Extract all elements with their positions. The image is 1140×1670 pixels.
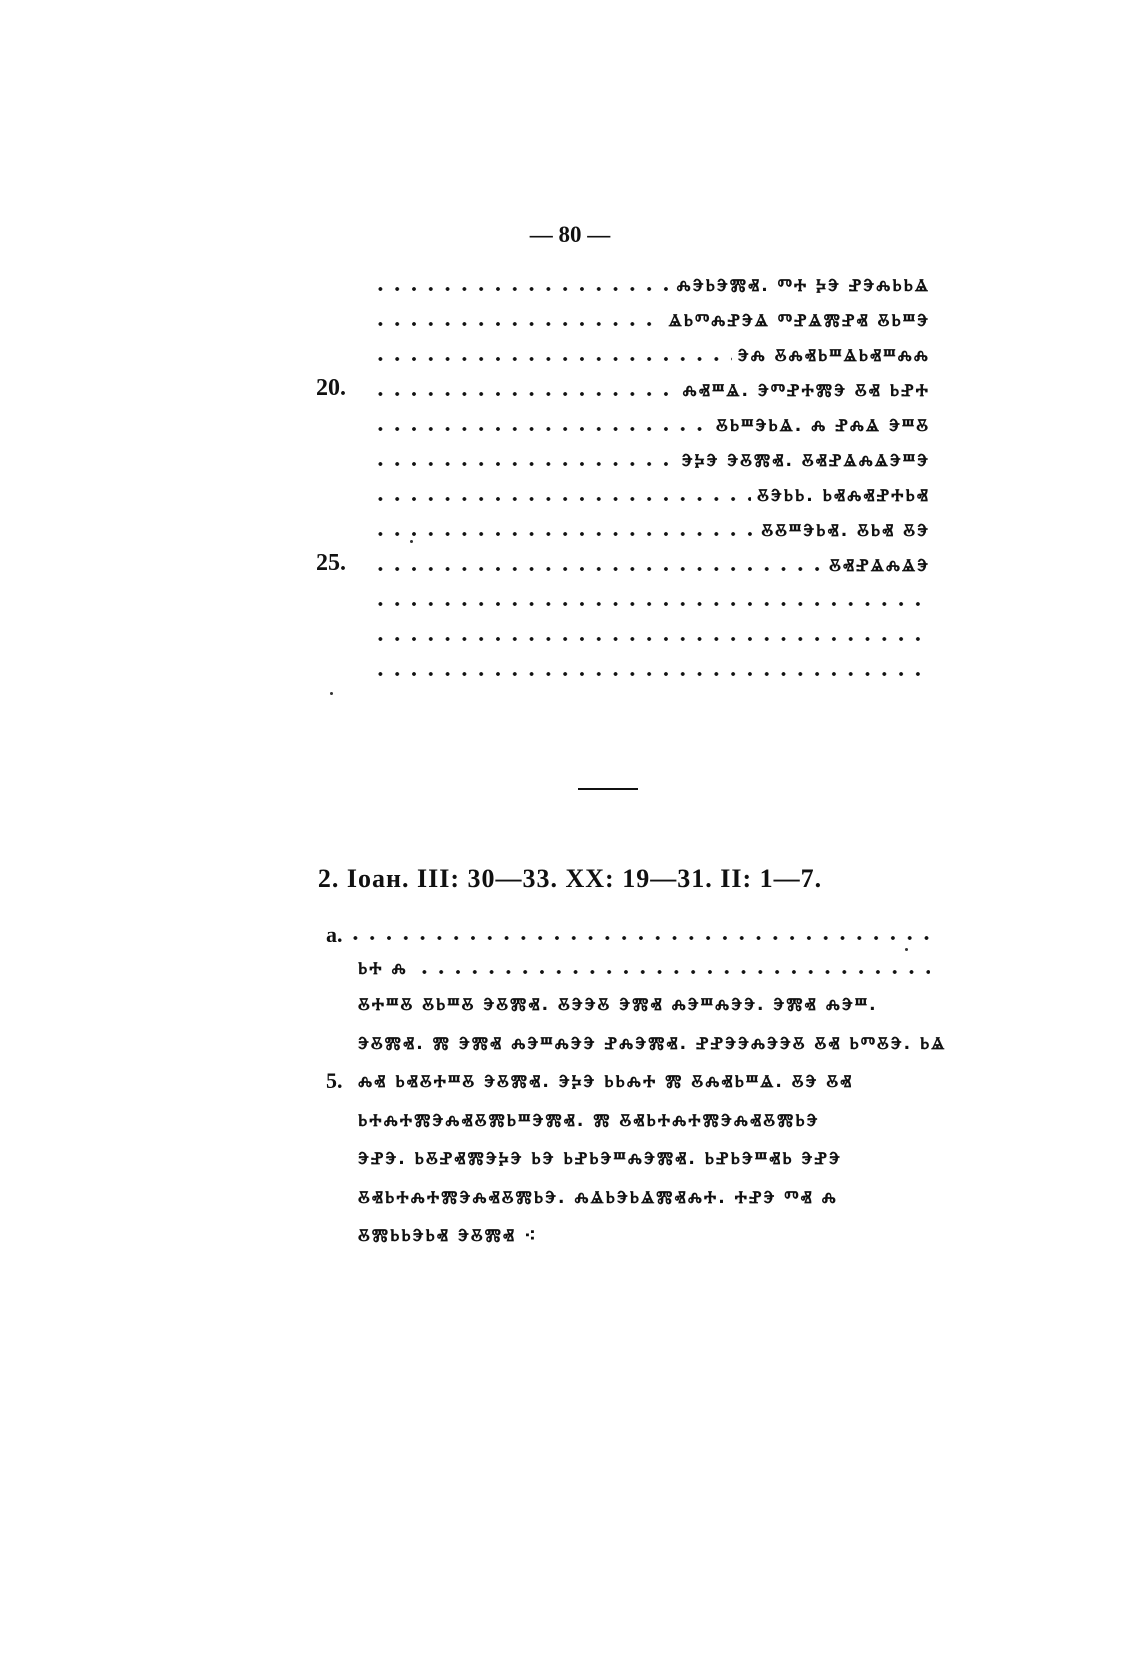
page-number: — 80 — (529, 222, 611, 247)
speck (410, 540, 413, 543)
paragraph-a-line (326, 920, 930, 950)
dot-leader (372, 427, 710, 431)
text-line: ⰅⰐⰅ. ⰓⰋⰐⰟⰏⰅⰍⰅ ⰓⰅ ⰓⰐⰓⰅⰞⰎⰅⰏⰟ. ⰓⰐⰓⰅⰞⰟⰓ ⰅⰐⰅ (358, 1149, 842, 1169)
dotted-line (372, 447, 930, 475)
text-line: ⰋⰏⰓⰓⰅⰓⰟ ⰅⰋⰏⰟ ⁖ (358, 1226, 538, 1246)
glagolitic-text: ⰋⰟⰐⰡⰎⰡⰅ (829, 556, 930, 576)
dot-leader (372, 672, 930, 676)
text-line: ⰋⰀⰞⰋ ⰋⰓⰞⰋ ⰅⰋⰏⰟ. ⰋⰅⰅⰋ ⰅⰏⰟ ⰎⰅⰞⰎⰅⰅ. ⰅⰏⰟ ⰎⰅⰞ. (358, 995, 878, 1015)
text-line: ⰎⰟ ⰓⰟⰋⰀⰞⰋ ⰅⰋⰏⰟ. ⰅⰍⰅ ⰓⰓⰎⰀ Ⰿ ⰋⰎⰟⰓⰞⰡ. ⰋⰅ ⰋⰟ (358, 1072, 854, 1092)
paragraph-a-second-line (358, 954, 930, 984)
dot-leader (372, 497, 751, 501)
dot-leader (372, 532, 755, 536)
dotted-line (372, 342, 930, 370)
dotted-line (372, 377, 930, 405)
text-line: ⰋⰟⰓⰀⰎⰀⰏⰅⰎⰟⰋⰏⰓⰅ. ⰎⰡⰓⰅⰓⰡⰏⰟⰎⰀ. ⰀⰐⰅ ⰕⰟ Ⰾ (358, 1187, 838, 1208)
dotted-line (372, 552, 930, 580)
dot-leader (372, 392, 677, 396)
dotted-line (372, 587, 930, 615)
line-number: 5. (326, 1068, 343, 1093)
dot-leader (416, 970, 930, 974)
dotted-line (372, 622, 930, 650)
dot-leader (372, 462, 676, 466)
glagolitic-text: ⰎⰟⰞⰡ. ⰅⰕⰐⰀⰏⰅ ⰋⰟ ⰓⰐⰀ (682, 381, 930, 401)
dot-leader (372, 567, 823, 571)
line-number: 25. (316, 550, 346, 576)
dot-leader (372, 602, 930, 606)
glagolitic-text: ⰎⰅⰓⰅⰏⰟ. ⰕⰀ ⰍⰅ ⰐⰅⰎⰓⰓⰡ (676, 276, 930, 296)
glagolitic-text: ⰡⰓⰕⰎⰐⰅⰡ ⰕⰐⰡⰏⰐⰟ ⰋⰓⰞⰅ (668, 311, 930, 331)
speck (330, 692, 333, 695)
dotted-line (372, 482, 930, 510)
dot-leader (347, 936, 931, 940)
glagolitic-text: ⰋⰓⰞⰅⰓⰡ. Ⰾ ⰐⰎⰡ ⰅⰞⰋ (716, 416, 930, 436)
dot-leader (372, 322, 663, 326)
dotted-line (372, 272, 930, 300)
section-heading: 2. Іоан. III: 30—33. XX: 19—31. II: 1—7. (317, 864, 823, 893)
paragraph-a-label: а. (326, 922, 343, 947)
dotted-line (372, 307, 930, 335)
glagolitic-text: ⰓⰀ Ⰾ (358, 959, 408, 979)
dot-leader (372, 637, 930, 641)
dotted-line (372, 517, 930, 545)
speck (905, 948, 908, 951)
glagolitic-text: ⰅⰎ ⰋⰎⰟⰓⰞⰡⰓⰟⰞⰎⰎ (737, 346, 930, 366)
dot-leader (372, 357, 732, 361)
glagolitic-text: ⰅⰍⰅ ⰅⰋⰏⰟ. ⰋⰟⰐⰡⰎⰡⰅⰞⰅ (681, 451, 930, 471)
dotted-line (372, 412, 930, 440)
text-line: ⰓⰀⰎⰀⰏⰅⰎⰟⰋⰏⰓⰞⰅⰏⰟ. Ⰿ ⰋⰟⰓⰀⰎⰀⰏⰅⰎⰟⰋⰏⰓⰅ (358, 1110, 820, 1131)
line-number: 20. (316, 375, 346, 401)
dotted-line (372, 657, 930, 685)
section-divider (578, 788, 638, 790)
text-line: ⰅⰋⰏⰟ. Ⰿ ⰅⰏⰟ ⰎⰅⰞⰎⰅⰅ ⰐⰎⰅⰏⰟ. ⰐⰐⰅⰅⰎⰅⰅⰋ ⰋⰟ ⰓⰕⰋⰅ. ⰓⰡ (358, 1033, 947, 1054)
dot-leader (372, 287, 671, 291)
glagolitic-text: ⰋⰅⰓⰓ. ⰓⰟⰎⰟⰐⰀⰓⰟ (757, 486, 930, 506)
glagolitic-text: ⰋⰋⰞⰅⰓⰟ. ⰋⰓⰟ ⰋⰅ (761, 521, 930, 541)
